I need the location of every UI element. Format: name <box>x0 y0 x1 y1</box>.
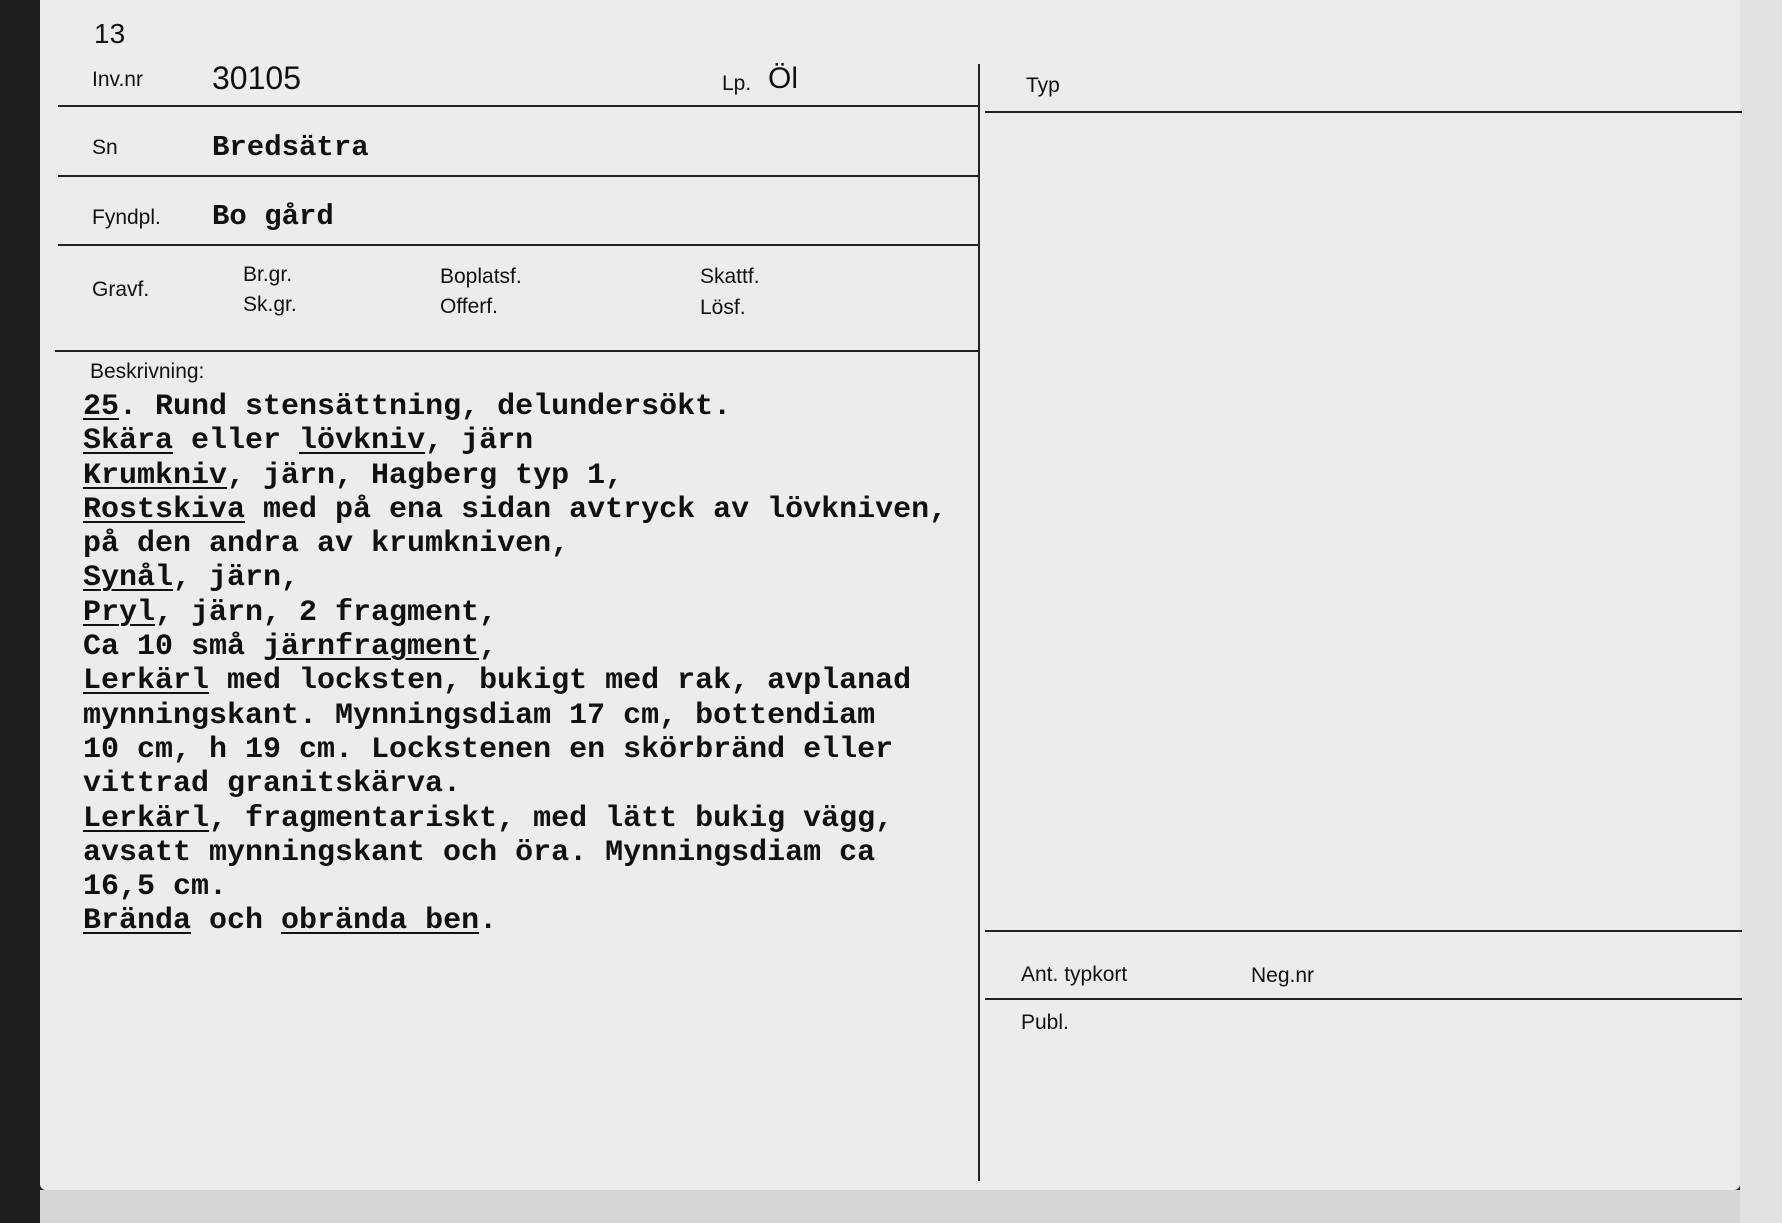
description-segment: , fragmentariskt, med lätt bukig vägg, <box>209 801 894 836</box>
underlined-term: Rostskiva <box>83 492 246 527</box>
card-right-edge <box>1740 0 1782 1223</box>
underlined-term: Synål <box>83 561 174 596</box>
description-line <box>83 424 947 458</box>
offerf-label: Offerf. <box>440 295 498 318</box>
fyndpl-value: Bo gård <box>212 200 334 233</box>
description-segment: 16,5 cm. <box>83 870 228 905</box>
description-segment: på den andra av krumkniven, <box>83 527 570 562</box>
underlined-term: Brända <box>83 904 192 939</box>
description-line <box>83 836 947 870</box>
description-line <box>83 630 947 664</box>
description-segment: 10 cm, h 19 cm. Lockstenen en skörbränd eller <box>83 732 894 767</box>
lp-label: Lp. <box>722 72 752 95</box>
description-segment: avsatt mynningskant och öra. Mynningsdiam ca <box>83 835 876 870</box>
inv-nr-label: Inv.nr <box>92 68 143 91</box>
description-text <box>83 390 947 939</box>
description-segment: , järn, Hagberg typ 1, <box>227 458 624 493</box>
underlined-term: Lerkärl <box>83 801 210 836</box>
underlined-term: Pryl <box>83 595 156 630</box>
divider-inv <box>58 105 978 107</box>
beskrivning-label: Beskrivning: <box>90 360 205 383</box>
description-line <box>83 664 947 698</box>
description-line <box>83 733 947 767</box>
description-segment: vittrad granitskärva. <box>83 767 462 802</box>
fyndpl-label: Fyndpl. <box>92 206 161 229</box>
publ-label: Publ. <box>1021 1011 1069 1034</box>
description-line <box>83 459 947 493</box>
description-line <box>83 767 947 801</box>
divider-typ <box>985 111 1742 113</box>
underlined-term: Lerkärl <box>83 664 210 699</box>
sn-label: Sn <box>92 136 118 159</box>
description-line <box>83 699 947 733</box>
neg-nr-label: Neg.nr <box>1251 964 1315 987</box>
underlined-term: 25 <box>83 390 120 424</box>
description-line <box>83 802 947 836</box>
ant-typkort-label: Ant. typkort <box>1021 963 1128 986</box>
underlined-term: obrända ben <box>281 904 480 939</box>
typ-label: Typ <box>1026 74 1060 97</box>
description-line <box>83 493 947 527</box>
description-segment: eller <box>173 424 300 459</box>
description-line <box>83 561 947 595</box>
description-segment: med locksten, bukigt med rak, avplanad <box>209 664 912 699</box>
underlined-term: lövkniv <box>299 424 426 459</box>
description-line <box>83 390 947 424</box>
description-segment: . Rund stensättning, delundersökt. <box>119 390 732 424</box>
divider-sn <box>58 175 978 177</box>
losf-label: Lösf. <box>700 296 746 319</box>
lp-value: Öl <box>768 62 798 95</box>
skattf-label: Skattf. <box>700 265 760 288</box>
divider-ant-typkort <box>985 998 1742 1000</box>
skgr-label: Sk.gr. <box>243 293 297 316</box>
inv-nr-value: 30105 <box>212 60 301 96</box>
brgr-label: Br.gr. <box>243 263 293 286</box>
description-segment: , järn, <box>173 561 300 596</box>
description-line <box>83 904 947 938</box>
gravf-label: Gravf. <box>92 278 150 301</box>
sn-value: Bredsätra <box>212 131 369 164</box>
boplatsf-label: Boplatsf. <box>440 265 522 288</box>
underlined-term: Krumkniv <box>83 458 228 493</box>
description-segment: mynningskant. Mynningsdiam 17 cm, bottendiam <box>83 698 876 733</box>
description-segment: , järn <box>425 424 534 459</box>
underlined-term: Skära <box>83 424 174 459</box>
vertical-divider <box>978 64 980 1181</box>
description-segment: och <box>191 904 282 939</box>
divider-fyndpl <box>58 244 978 246</box>
description-segment: , järn, 2 fragment, <box>155 595 498 630</box>
description-line <box>83 870 947 904</box>
card-number: 13 <box>94 18 126 49</box>
description-line <box>83 596 947 630</box>
underlined-term: järnfragment <box>263 630 480 665</box>
description-segment: . <box>479 904 498 939</box>
card-bottom-edge <box>40 1190 1740 1223</box>
divider-right-lower <box>985 930 1742 932</box>
description-segment: Ca 10 små <box>83 630 264 665</box>
description-segment: , <box>479 630 498 665</box>
divider-gravf <box>55 350 978 352</box>
description-segment: med på ena sidan avtryck av lövkniven, <box>245 492 948 527</box>
description-line <box>83 527 947 561</box>
